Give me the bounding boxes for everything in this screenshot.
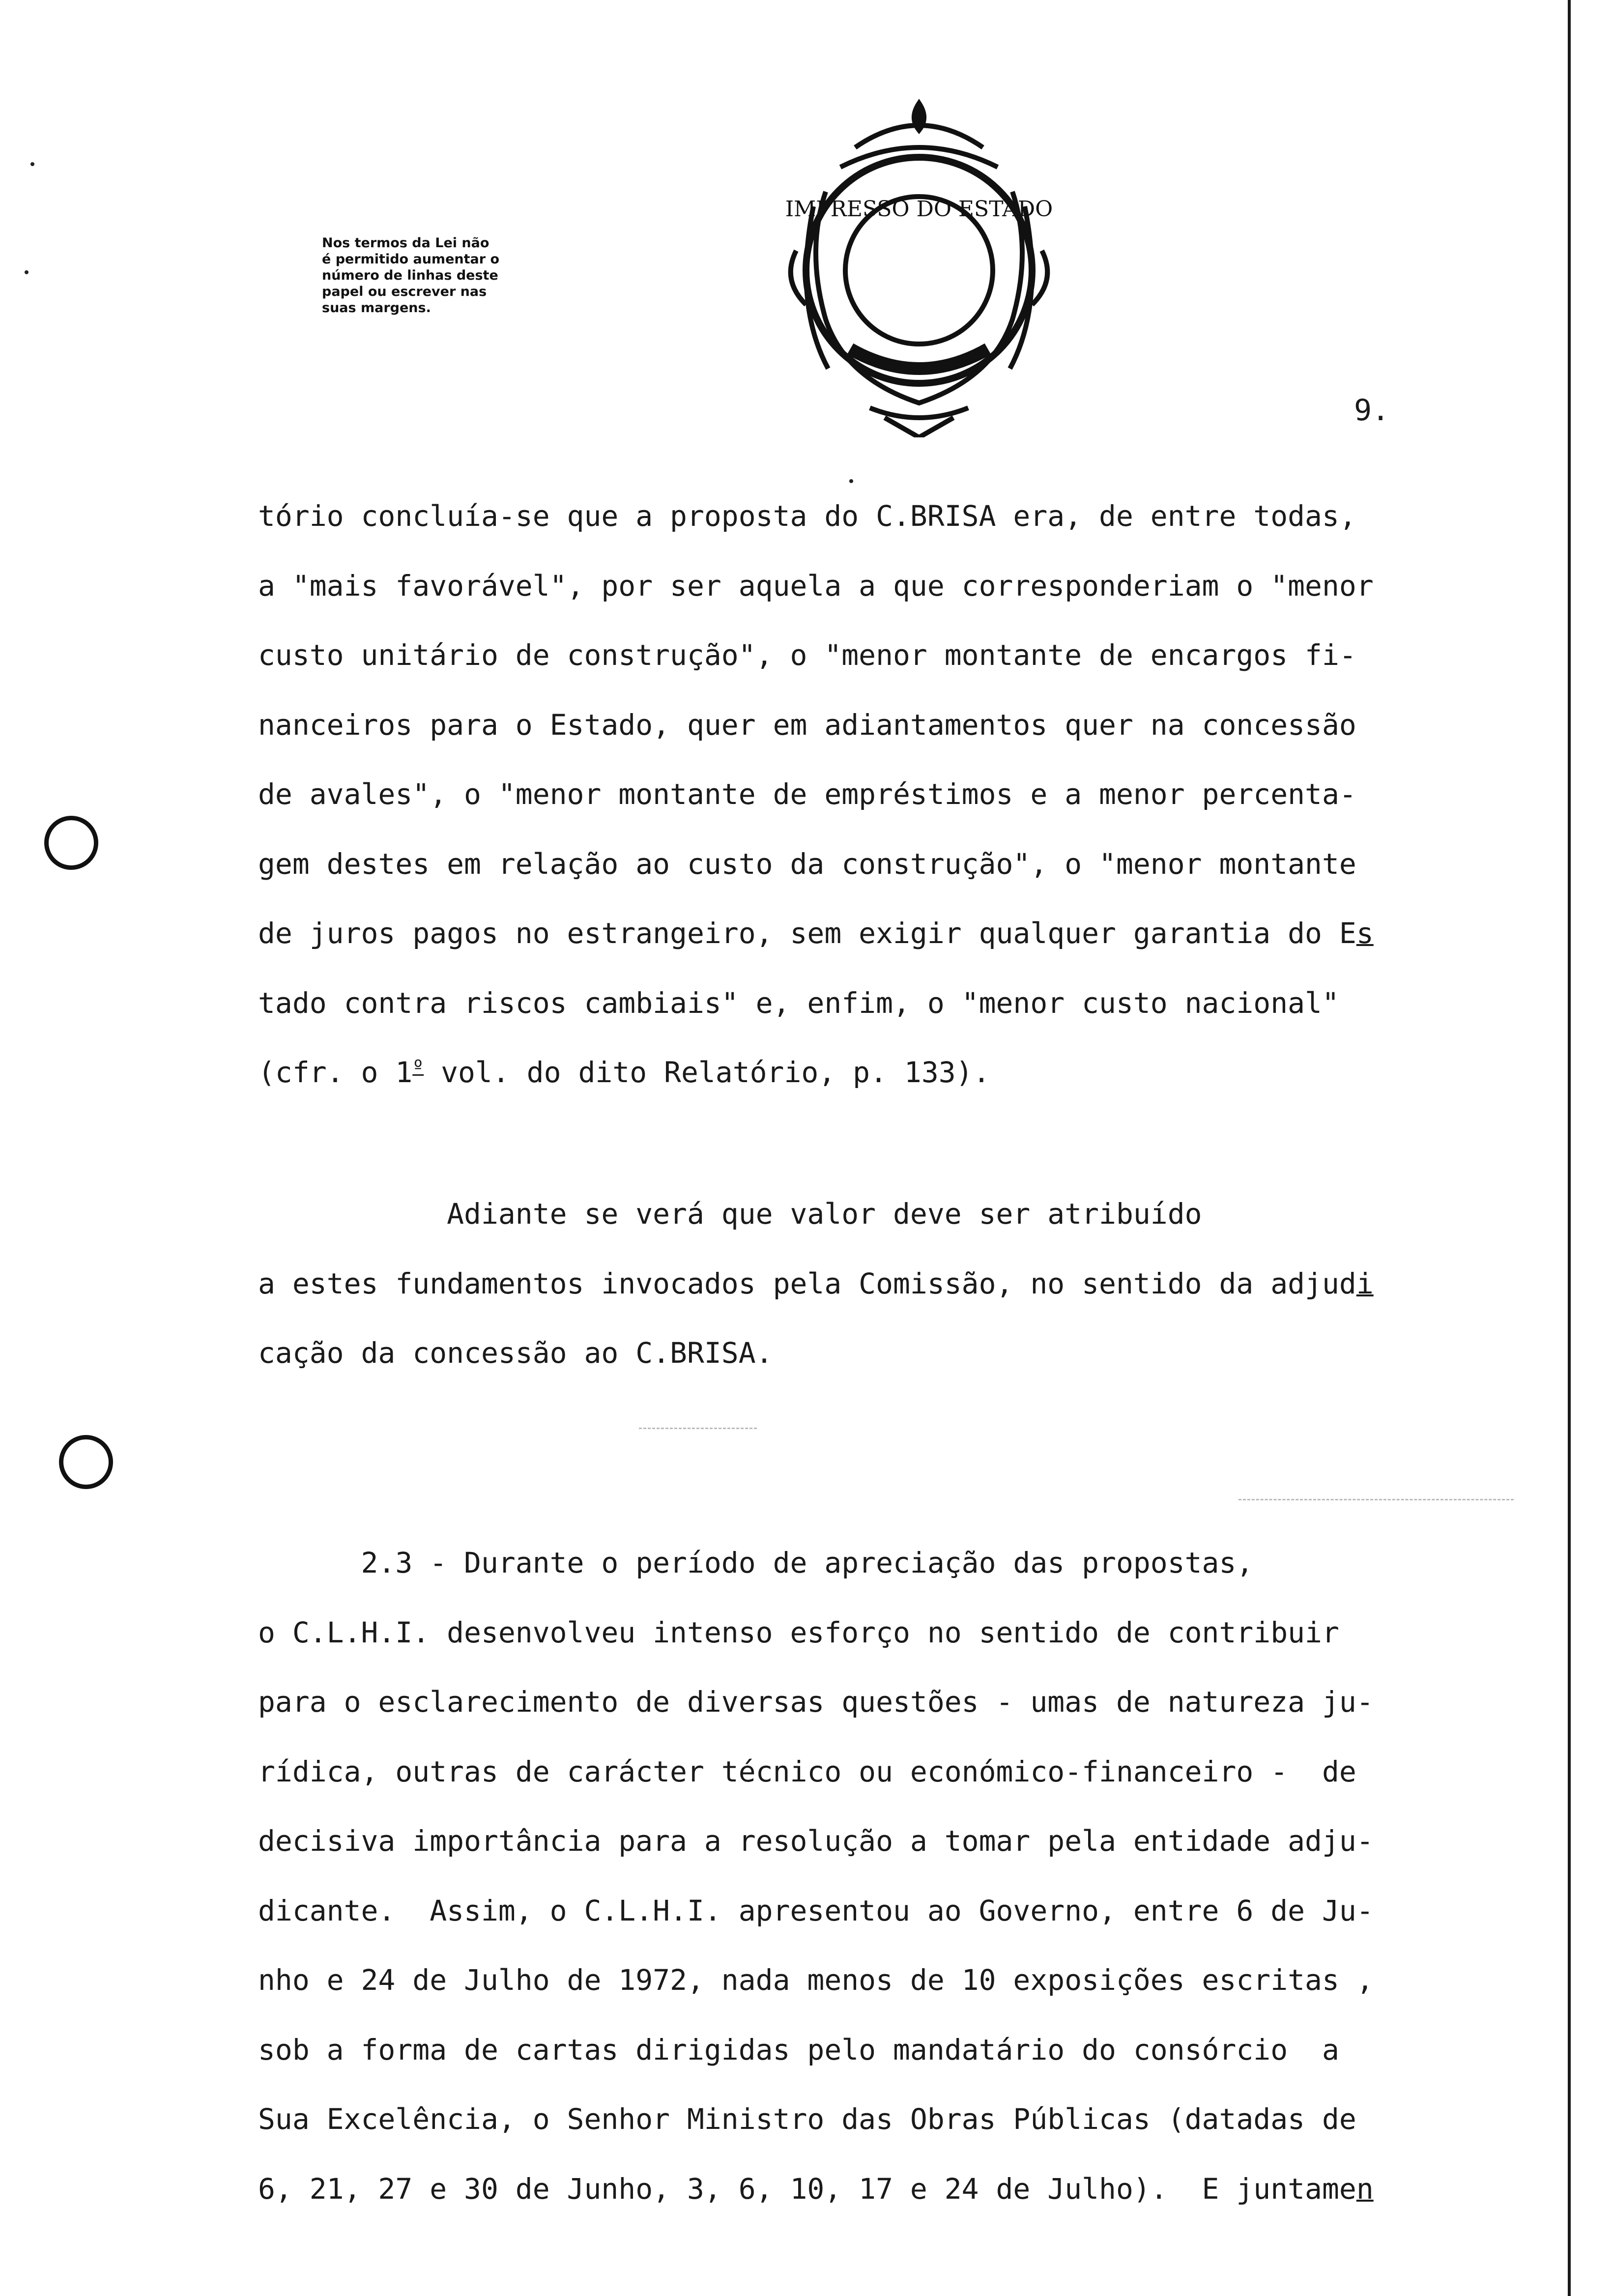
text-line: tório concluía-se que a proposta do C.BRISA era, de entre todas, [258,499,1356,533]
ordinal-indicator: º [412,1056,424,1078]
text-fragment: 6, 21, 27 e 30 de Junho, 3, 6, 10, 17 e 24 de Julho). E juntame [258,2172,1356,2206]
underlined-syllable: s [1356,917,1374,950]
text-line: gem destes em relação ao custo da construção", o "menor montante [258,847,1356,881]
punch-hole-mark [44,816,98,870]
text-line [258,1038,1565,1108]
text-line: para o esclarecimento de diversas questões - umas de natureza ju- [258,1685,1374,1719]
scan-speck [30,162,34,166]
state-stamp-seal-icon [767,93,1071,437]
legal-note-line: Nos termos da Lei não [322,235,489,251]
text-line: 2.3 - Durante o período de apreciação das propostas, [258,1546,1254,1579]
text-fragment: (cfr. o 1 [258,1056,413,1089]
text-fragment: vol. do dito Relatório, p. 133). [424,1056,990,1089]
paragraph-2 [258,1179,1565,1388]
text-line: custo unitário de construção", o "menor montante de encargos fi- [258,638,1356,672]
text-line: dicante. Assim, o C.L.H.I. apresentou ao Governo, entre 6 de Ju- [258,1894,1374,1927]
legal-note-line: é permitido aumentar o [322,252,499,267]
paragraph-1 [258,482,1565,1108]
text-line: nho e 24 de Julho de 1972, nada menos de 10 exposições escritas , [258,1963,1374,1997]
text-line: Sua Excelência, o Senhor Ministro das Obras Públicas (datadas de [258,2102,1356,2136]
text-line: a "mais favorável", por ser aquela a que corresponderiam o "menor [258,569,1374,603]
text-line [258,1249,1565,1319]
scan-noise-line [1238,1499,1514,1502]
punch-hole-mark [59,1435,113,1489]
text-line: nanceiros para o Estado, quer em adiantamentos quer na concessão [258,708,1356,742]
text-line: sob a forma de cartas dirigidas pelo mandatário do consórcio a [258,2033,1339,2066]
text-line: decisiva importância para a resolução a tomar pela entidade adju- [258,1824,1374,1858]
paragraph-3 [258,1528,1565,2224]
text-line: tado contra riscos cambiais" e, enfim, o "menor custo nacional" [258,986,1339,1020]
page-right-edge-rule [1568,0,1571,2296]
page-number: 9. [1354,393,1390,428]
scan-speck [849,479,853,483]
legal-note-line: papel ou escrever nas [322,284,487,299]
scan-noise-line [639,1428,757,1431]
legal-note-line: suas margens. [322,300,431,316]
text-fragment: de juros pagos no estrangeiro, sem exigir qualquer garantia do E [258,917,1356,950]
text-line: cação da concessão ao C.BRISA. [258,1336,773,1370]
text-fragment: a estes fundamentos invocados pela Comissão, no sentido da adjud [258,1266,1356,1300]
legal-margin-notice [322,235,577,316]
text-line [258,2154,1565,2224]
text-line: rídica, outras de carácter técnico ou económico-financeiro - de [258,1754,1356,1788]
text-line: Adiante se verá que valor deve ser atribuído [258,1197,1202,1231]
underlined-syllable: n [1356,2172,1374,2206]
text-line: de avales", o "menor montante de empréstimos e a menor percenta- [258,777,1356,811]
underlined-syllable: i [1356,1266,1374,1300]
scan-speck [25,270,29,274]
text-line: o C.L.H.I. desenvolveu intenso esforço no sentido de contribuir [258,1615,1339,1649]
legal-note-line: número de linhas deste [322,268,498,283]
text-line [258,899,1565,969]
seal-inscription: IMPRESSO DO ESTADO [785,197,1053,222]
